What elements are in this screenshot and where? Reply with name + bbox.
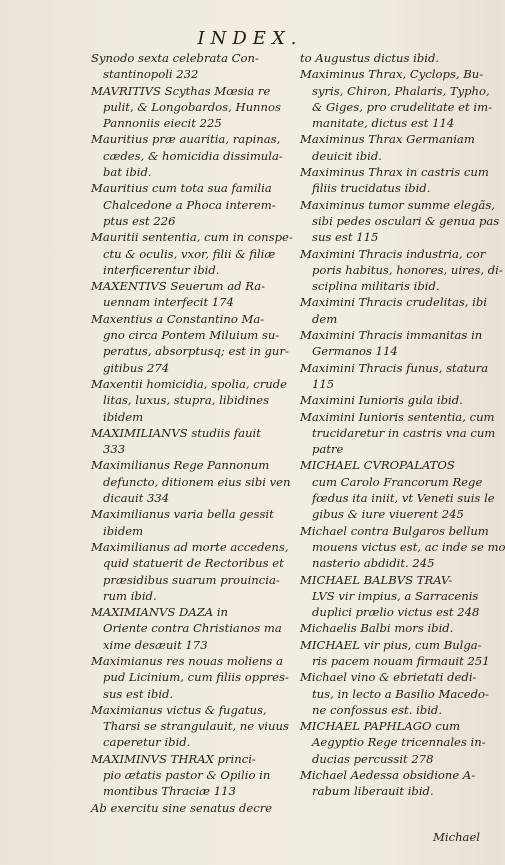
index-line: rum ibid. — [103, 588, 157, 603]
index-entry — [300, 572, 483, 621]
index-entry — [300, 409, 496, 458]
index-line: mouens victus est, ac inde se mo — [312, 539, 505, 554]
index-entry — [91, 278, 289, 311]
index-line: Oriente contra Christianos ma — [103, 621, 282, 636]
index-line: præsidibus suarum prouincia- — [103, 572, 280, 587]
index-line: Maximilianus varia bella gessit — [91, 507, 274, 522]
index-line: MICHAEL CVROPALATOS — [300, 458, 455, 473]
index-line: 115 — [312, 376, 335, 391]
index-line: fœdus ita iniit, vt Veneti suis le — [312, 491, 495, 506]
index-line: duplici prælio victus est 248 — [312, 605, 480, 620]
index-line: patre — [312, 442, 344, 457]
index-line: Mauritius cum tota sua familia — [91, 181, 272, 196]
left-index-column — [91, 50, 293, 816]
index-entry — [300, 294, 488, 327]
index-line: Michael vino & ebrietati dedi- — [300, 670, 477, 685]
index-line: cædes, & homicidia dissimula- — [103, 148, 283, 163]
index-line: pulit, & Longobardos, Hunnos — [103, 99, 281, 114]
index-line: bat ibid. — [103, 165, 152, 180]
index-entry — [300, 637, 490, 670]
index-line: caperetur ibid. — [103, 735, 191, 750]
index-line: Ab exercitu sine senatus decre — [91, 800, 273, 815]
index-entry — [91, 311, 289, 376]
index-entry — [91, 604, 289, 653]
index-entry — [300, 620, 483, 636]
index-line: dicauit 334 — [103, 491, 170, 506]
index-line: to Augustus dictus ibid. — [300, 51, 440, 65]
index-line: Chalcedone a Phoca interem- — [103, 197, 276, 212]
index-entry — [91, 539, 289, 604]
index-line: MAXENTIVS Seuerum ad Ra- — [91, 279, 266, 294]
index-line: gno circa Pontem Miluium su- — [103, 328, 280, 343]
index-line: Maximinus Thrax, Cyclops, Bu- — [300, 67, 484, 82]
index-line: pud Licinium, cum filiis oppres- — [103, 670, 289, 685]
index-entry — [300, 718, 486, 767]
index-entry — [91, 751, 289, 800]
index-line: gitibus 274 — [103, 360, 170, 375]
index-line: Maximini Thracis funus, statura — [300, 360, 489, 375]
index-line: MAXIMINVS THRAX princi- — [91, 751, 256, 766]
index-entry — [300, 360, 489, 393]
index-entry — [91, 506, 289, 539]
index-entry — [300, 66, 493, 131]
index-line: manitate, dictus est 114 — [312, 116, 455, 131]
index-line: defuncto, ditionem eius sibi ven — [103, 474, 291, 489]
index-line: ris pacem nouam firmauit 251 — [312, 653, 490, 668]
index-line: MICHAEL PAPHLAGO cum — [300, 719, 461, 734]
index-line: ctu & oculis, vxor, filii & filiæ — [103, 246, 276, 261]
index-line: Maximianus victus & fugatus, — [91, 702, 267, 717]
right-index-column — [300, 50, 505, 800]
index-line: Maximini Iunioris gula ibid. — [300, 393, 463, 408]
index-entry — [300, 669, 489, 718]
index-entry — [300, 131, 483, 164]
index-line: Maximilianus Rege Pannonum — [91, 458, 270, 473]
index-line: montibus Thraciæ 113 — [103, 784, 236, 799]
index-line: Maximinus tumor summe elegãs, — [300, 197, 495, 212]
index-line: gibus & iure viuerent 245 — [312, 507, 464, 522]
index-entry — [91, 83, 289, 132]
index-entry — [300, 164, 489, 197]
index-line: Maximinus Thrax Germaniam — [300, 132, 475, 147]
index-entry — [91, 50, 289, 83]
index-line: Mauritius præ auaritia, rapinas, — [91, 132, 281, 147]
index-line: & Giges, pro crudelitate et im- — [312, 99, 493, 114]
index-line: Synodo sexta celebrata Con- — [91, 51, 259, 65]
index-entry — [91, 800, 289, 816]
index-line: syris, Chiron, Phalaris, Typho, — [312, 83, 490, 98]
index-entry — [91, 425, 289, 458]
index-line: Aegyptio Rege tricennales in- — [312, 735, 486, 750]
index-entry — [91, 131, 289, 180]
index-line: MAXIMILIANVS studiis fauit — [91, 425, 261, 440]
index-line: MICHAEL vir pius, cum Bulga- — [300, 637, 482, 652]
index-entry — [91, 653, 289, 702]
index-line: cum Carolo Francorum Rege — [312, 474, 483, 489]
index-line: ducias percussit 278 — [312, 751, 434, 766]
index-line: poris habitus, honores, uires, di- — [312, 262, 503, 277]
index-line: tus, in lecto a Basilio Macedo- — [312, 686, 489, 701]
index-entry — [300, 246, 503, 295]
index-line: Michael Aedessa obsidione A- — [300, 768, 476, 783]
index-line: sus est ibid. — [103, 686, 174, 701]
index-line: Michaelis Balbi mors ibid. — [300, 621, 454, 636]
index-line: nasterio abdidit. 245 — [312, 556, 435, 571]
index-entry — [300, 523, 505, 572]
index-line: Maximini Iunioris sententia, cum — [300, 409, 495, 424]
index-line: Mauritii sententia, cum in conspe- — [91, 230, 293, 245]
index-line: ne confossus est. ibid. — [312, 702, 443, 717]
index-line: Maximini Thracis crudelitas, ibi — [300, 295, 488, 310]
index-line: sciplina militaris ibid. — [312, 279, 440, 294]
index-entry — [300, 392, 483, 408]
index-line: LVS vir impius, a Sarracenis — [312, 588, 479, 603]
index-line: Maximinus Thrax in castris cum — [300, 165, 489, 180]
index-line: pio ætatis pastor & Opilio in — [103, 768, 271, 783]
index-line: Maximini Thracis industria, cor — [300, 246, 486, 261]
index-line: peratus, absorptusq; est in gur- — [103, 344, 289, 359]
index-entry — [91, 229, 293, 278]
index-line: Maximianus res nouas moliens a — [91, 653, 283, 668]
index-line: 333 — [103, 442, 126, 457]
index-line: MICHAEL BALBVS TRAV- — [300, 572, 453, 587]
index-line: dem — [312, 311, 338, 326]
index-line: ibidem — [103, 409, 144, 424]
index-line: Germanos 114 — [312, 344, 398, 359]
index-line: quid statuerit de Rectoribus et — [103, 556, 284, 571]
index-entry — [300, 457, 495, 522]
page-header: INDEX. — [197, 28, 303, 49]
catchword: Michael — [433, 830, 481, 844]
index-line: trucidaretur in castris vna cum — [312, 425, 496, 440]
index-entry — [300, 50, 483, 66]
index-entry — [300, 327, 483, 360]
index-entry — [91, 702, 289, 751]
index-line: MAXIMIANVS DAZA in — [91, 605, 229, 620]
index-entry — [91, 457, 289, 506]
index-line: interficerentur ibid. — [103, 262, 220, 277]
index-line: sus est 115 — [312, 230, 379, 245]
index-entry — [300, 767, 483, 800]
index-line: Maximilianus ad morte accedens, — [91, 539, 289, 554]
index-line: deuicit ibid. — [312, 148, 382, 163]
index-line: sibi pedes osculari & genua pas — [312, 213, 500, 228]
index-line: MAVRITIVS Scythas Mœsia re — [91, 83, 271, 98]
index-line: Maxentius a Constantino Ma- — [91, 311, 265, 326]
index-line: stantinopoli 232 — [103, 67, 199, 82]
index-entry — [91, 180, 289, 229]
index-line: Tharsi se strangulauit, ne viuus — [103, 719, 289, 734]
index-line: uennam interfecit 174 — [103, 295, 234, 310]
index-line: ptus est 226 — [103, 213, 176, 228]
index-line: Pannoniis eiecit 225 — [103, 116, 222, 131]
index-line: rabum liberauit ibid. — [312, 784, 434, 799]
index-line: filiis trucidatus ibid. — [312, 181, 431, 196]
index-line: Maximini Thracis immanitas in — [300, 328, 483, 343]
index-line: xime desæuit 173 — [103, 637, 208, 652]
index-line: litas, luxus, stupra, libidines — [103, 393, 270, 408]
index-entry — [300, 197, 500, 246]
index-line: Michael contra Bulgaros bellum — [300, 523, 489, 538]
index-entry — [91, 376, 289, 425]
index-line: ibidem — [103, 523, 144, 538]
index-line: Maxentii homicidia, spolia, crude — [91, 376, 288, 391]
